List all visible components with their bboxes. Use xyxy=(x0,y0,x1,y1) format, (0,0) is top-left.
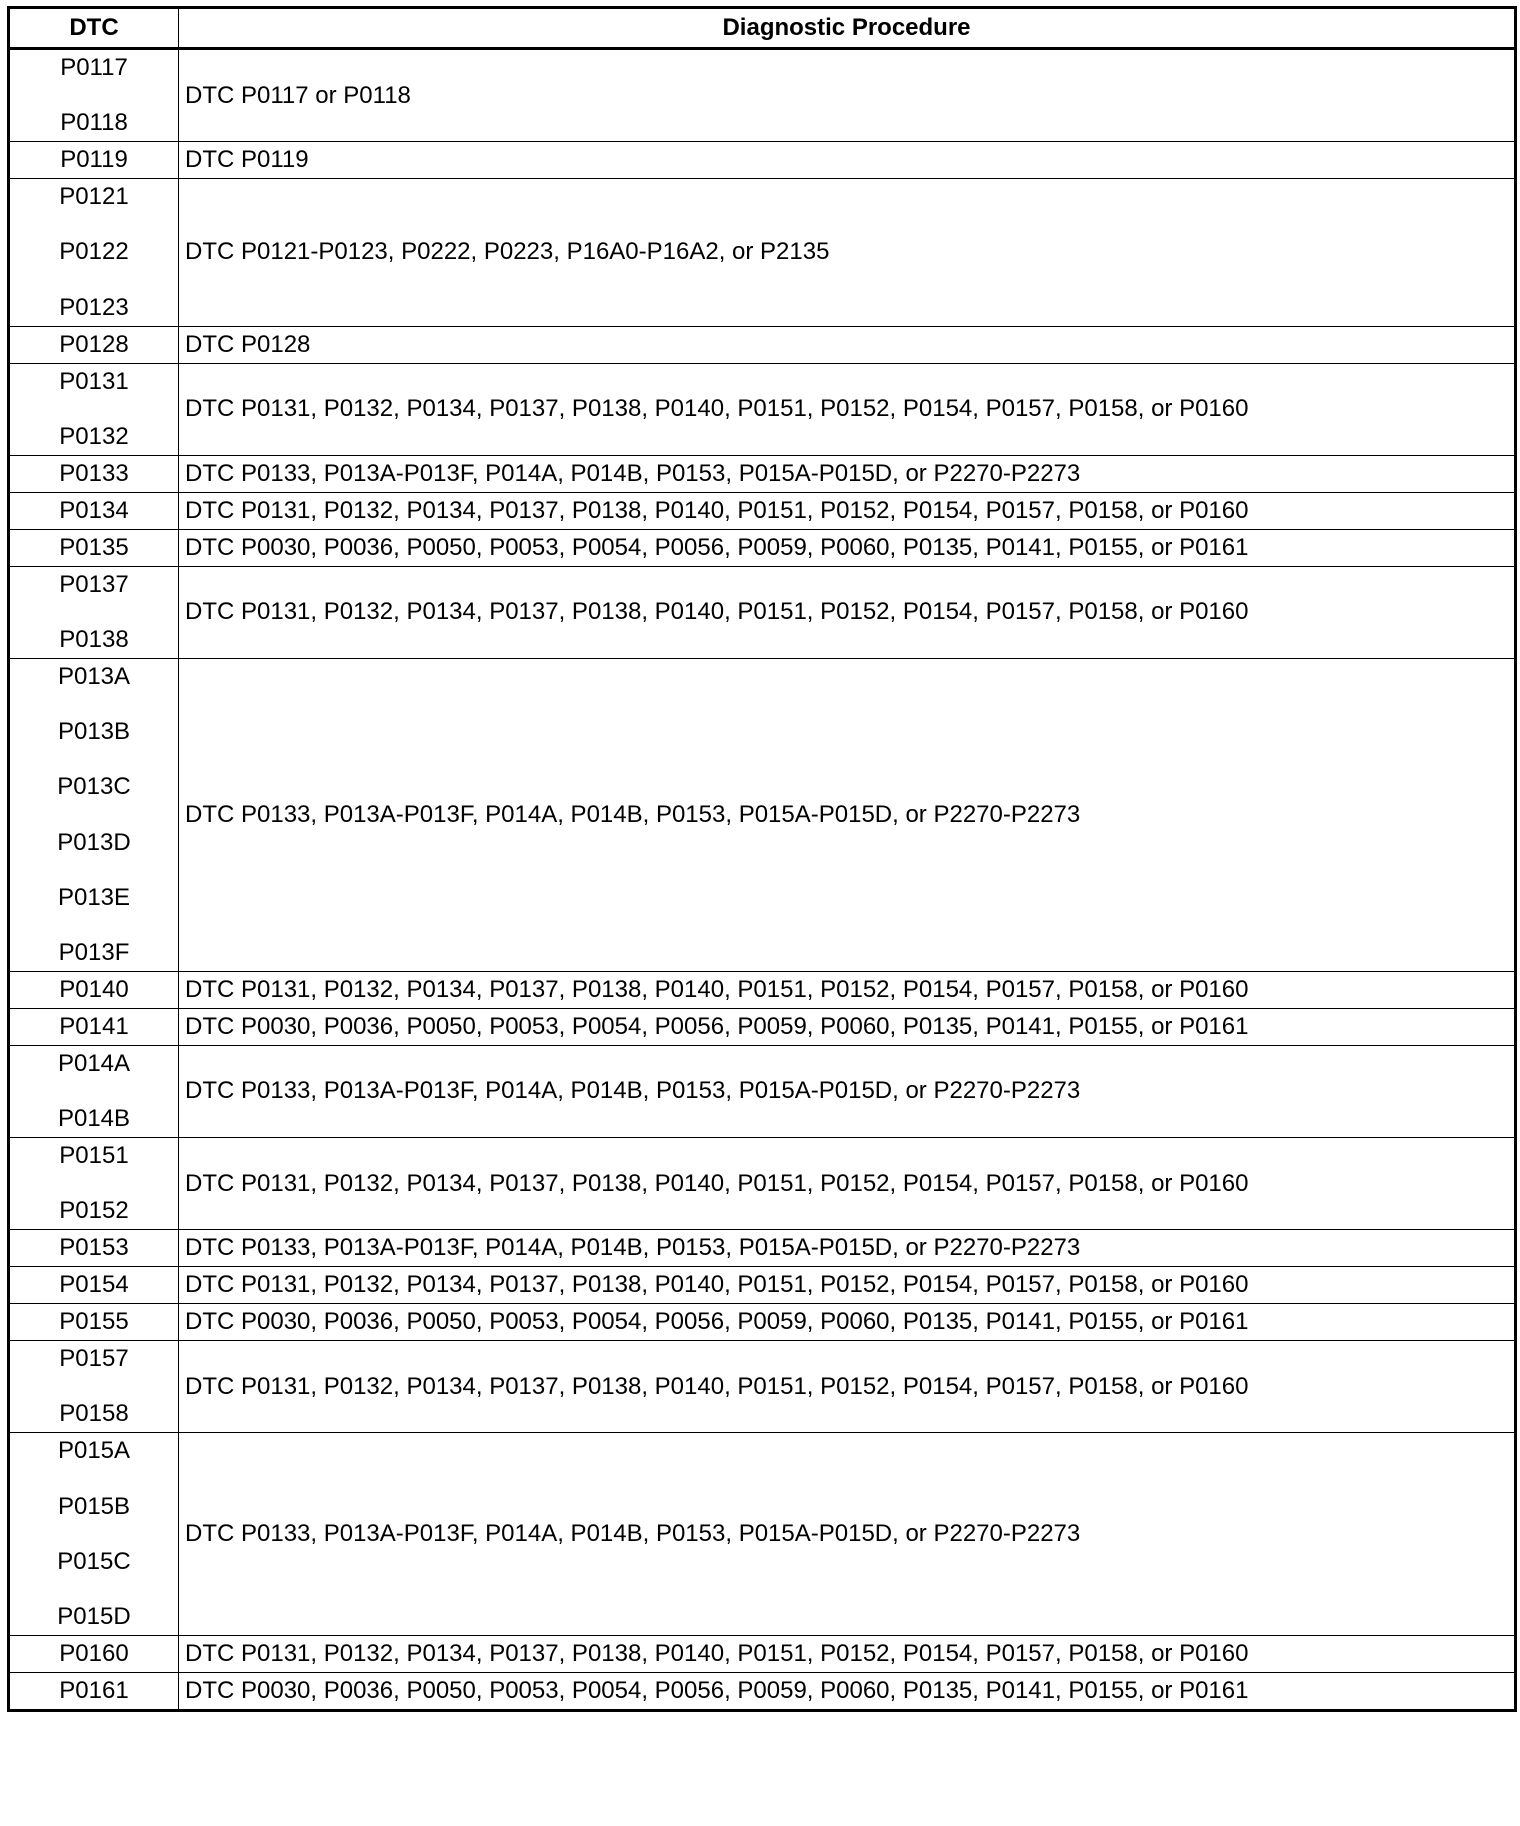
dtc-cell xyxy=(9,971,179,1008)
procedure-text: DTC P0133, P013A-P013F, P014A, P014B, P0153, P015A-P015D, or P2270-P2273 xyxy=(179,658,1516,971)
procedure-text: DTC P0133, P013A-P013F, P014A, P014B, P0153, P015A-P015D, or P2270-P2273 xyxy=(179,1433,1516,1636)
dtc-cell xyxy=(9,1304,179,1341)
dtc-cell xyxy=(9,1673,179,1711)
dtc-cell xyxy=(9,455,179,492)
dtc-code: P013F xyxy=(58,938,130,966)
dtc-cell xyxy=(9,492,179,529)
dtc-cell xyxy=(9,658,179,971)
dtc-code: P015A xyxy=(57,1437,131,1465)
dtc-code: P0122 xyxy=(59,238,129,266)
dtc-cell xyxy=(9,363,179,455)
procedure-text: DTC P0131, P0132, P0134, P0137, P0138, P0140, P0151, P0152, P0154, P0157, P0158, or P0160 xyxy=(179,492,1516,529)
procedure-text: DTC P0131, P0132, P0134, P0137, P0138, P0140, P0151, P0152, P0154, P0157, P0158, or P0160 xyxy=(179,1267,1516,1304)
table-row xyxy=(9,658,1516,971)
dtc-code: P013D xyxy=(57,828,131,856)
procedure-text: DTC P0131, P0132, P0134, P0137, P0138, P0140, P0151, P0152, P0154, P0157, P0158, or P0160 xyxy=(179,1636,1516,1673)
table-row xyxy=(9,1304,1516,1341)
table-row xyxy=(9,49,1516,142)
dtc-cell xyxy=(9,1433,179,1636)
dtc-code: P013B xyxy=(57,718,131,746)
procedure-text: DTC P0121-P0123, P0222, P0223, P16A0-P16A2, or P2135 xyxy=(179,179,1516,326)
dtc-cell xyxy=(9,179,179,326)
table-row xyxy=(9,1267,1516,1304)
dtc-code: P0121 xyxy=(59,183,129,211)
dtc-code: P0131 xyxy=(59,367,129,395)
dtc-code: P0132 xyxy=(59,422,129,450)
table-row xyxy=(9,492,1516,529)
dtc-code: P0157 xyxy=(59,1345,129,1373)
dtc-cell xyxy=(9,529,179,566)
dtc-code: P0135 xyxy=(59,533,129,561)
procedure-text: DTC P0131, P0132, P0134, P0137, P0138, P0140, P0151, P0152, P0154, P0157, P0158, or P0160 xyxy=(179,363,1516,455)
dtc-procedure-table xyxy=(7,6,1517,1712)
table-header xyxy=(9,8,1516,49)
table-row xyxy=(9,363,1516,455)
dtc-code: P0119 xyxy=(60,146,128,174)
dtc-code: P0154 xyxy=(59,1271,129,1299)
dtc-cell xyxy=(9,1341,179,1433)
procedure-text: DTC P0133, P013A-P013F, P014A, P014B, P0153, P015A-P015D, or P2270-P2273 xyxy=(179,1045,1516,1137)
dtc-code: P0160 xyxy=(59,1640,129,1667)
table-row xyxy=(9,1008,1516,1045)
dtc-cell xyxy=(9,1230,179,1267)
dtc-cell xyxy=(9,1008,179,1045)
procedure-text: DTC P0117 or P0118 xyxy=(179,49,1516,142)
table-row xyxy=(9,455,1516,492)
table-row xyxy=(9,179,1516,326)
table-row xyxy=(9,142,1516,179)
dtc-cell xyxy=(9,326,179,363)
dtc-code: P0117 xyxy=(60,54,128,81)
procedure-text: DTC P0131, P0132, P0134, P0137, P0138, P0140, P0151, P0152, P0154, P0157, P0158, or P0160 xyxy=(179,566,1516,658)
header-row xyxy=(9,8,1516,49)
dtc-code: P0123 xyxy=(59,293,129,321)
table-row xyxy=(9,1673,1516,1711)
dtc-code: P014B xyxy=(57,1105,131,1133)
procedure-text: DTC P0030, P0036, P0050, P0053, P0054, P0056, P0059, P0060, P0135, P0141, P0155, or P0161 xyxy=(179,1304,1516,1341)
procedure-text: DTC P0128 xyxy=(179,326,1516,363)
dtc-cell xyxy=(9,142,179,179)
dtc-cell xyxy=(9,49,179,142)
table-row xyxy=(9,1636,1516,1673)
dtc-cell xyxy=(9,1636,179,1673)
procedure-text: DTC P0030, P0036, P0050, P0053, P0054, P0056, P0059, P0060, P0135, P0141, P0155, or P0161 xyxy=(179,1673,1516,1711)
procedure-text: DTC P0030, P0036, P0050, P0053, P0054, P0056, P0059, P0060, P0135, P0141, P0155, or P0161 xyxy=(179,529,1516,566)
dtc-code: P013A xyxy=(57,662,131,690)
dtc-code: P0138 xyxy=(59,625,129,653)
dtc-code: P0161 xyxy=(59,1677,129,1704)
procedure-text: DTC P0131, P0132, P0134, P0137, P0138, P0140, P0151, P0152, P0154, P0157, P0158, or P0160 xyxy=(179,1138,1516,1230)
dtc-cell xyxy=(9,1045,179,1137)
table-body xyxy=(9,49,1516,1711)
column-header-dtc: DTC xyxy=(9,8,179,49)
dtc-code: P0153 xyxy=(59,1234,129,1262)
dtc-code: P0158 xyxy=(59,1400,129,1428)
table-row xyxy=(9,566,1516,658)
dtc-code: P0118 xyxy=(60,109,128,137)
procedure-text: DTC P0131, P0132, P0134, P0137, P0138, P0140, P0151, P0152, P0154, P0157, P0158, or P0160 xyxy=(179,971,1516,1008)
dtc-code: P014A xyxy=(57,1049,131,1077)
procedure-text: DTC P0030, P0036, P0050, P0053, P0054, P0056, P0059, P0060, P0135, P0141, P0155, or P0161 xyxy=(179,1008,1516,1045)
table-row xyxy=(9,971,1516,1008)
dtc-code: P0137 xyxy=(59,570,129,598)
procedure-text: DTC P0131, P0132, P0134, P0137, P0138, P0140, P0151, P0152, P0154, P0157, P0158, or P0160 xyxy=(179,1341,1516,1433)
procedure-text: DTC P0133, P013A-P013F, P014A, P014B, P0153, P015A-P015D, or P2270-P2273 xyxy=(179,1230,1516,1267)
procedure-text: DTC P0119 xyxy=(179,142,1516,179)
dtc-code: P0152 xyxy=(59,1197,129,1225)
table-row xyxy=(9,1230,1516,1267)
procedure-text: DTC P0133, P013A-P013F, P014A, P014B, P0153, P015A-P015D, or P2270-P2273 xyxy=(179,455,1516,492)
dtc-code: P0134 xyxy=(59,496,129,524)
table-row xyxy=(9,1341,1516,1433)
dtc-code: P0140 xyxy=(59,975,129,1003)
table-row xyxy=(9,1433,1516,1636)
dtc-code: P0155 xyxy=(59,1308,129,1336)
dtc-code: P015C xyxy=(57,1547,131,1575)
dtc-code: P0151 xyxy=(59,1142,129,1170)
table-row xyxy=(9,326,1516,363)
dtc-cell xyxy=(9,1267,179,1304)
table-row xyxy=(9,1045,1516,1137)
dtc-cell xyxy=(9,566,179,658)
dtc-code: P0128 xyxy=(59,330,129,358)
dtc-code: P015B xyxy=(57,1492,131,1520)
dtc-code: P015D xyxy=(57,1603,131,1630)
dtc-code: P0141 xyxy=(59,1012,129,1040)
table-row xyxy=(9,1138,1516,1230)
dtc-cell xyxy=(9,1138,179,1230)
column-header-procedure: Diagnostic Procedure xyxy=(179,8,1516,49)
table-row xyxy=(9,529,1516,566)
dtc-code: P013C xyxy=(57,773,131,801)
dtc-code: P0133 xyxy=(59,459,129,487)
dtc-code: P013E xyxy=(57,883,131,911)
